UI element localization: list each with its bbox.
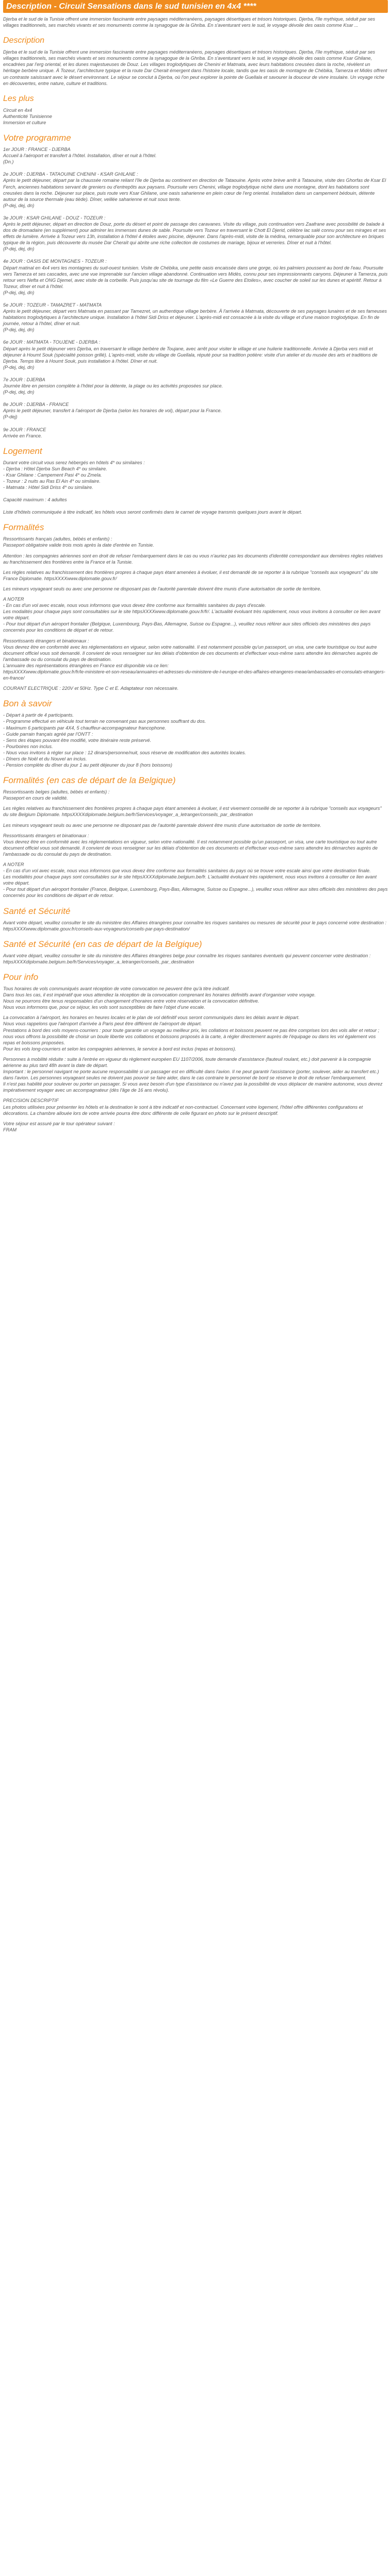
day-title: 7e JOUR : DJERBA	[3, 377, 45, 382]
formalites-be-paragraph: Ressortissants étrangers et binationaux : Vous devrez être en conformité avec les réglementations en vigueur, selon votre nationalité. Il est notamment possible qu'un passeport, un visa, une carte touristique ou tout autre document officiel vous soit demandé. Il convient de vous renseigner sur les délais d'obtention de ces documents et d'effectuer vous-même sans attendre les démarches auprès de l'ambassade ou du consulat du pays de destination.	[3, 833, 378, 857]
day-text: Après le petit déjeuner, départ vers Matmata en passant par Tamezret, un authentique village berbère. À l'arrivée à Matmata, découverte de ses paysages lunaires et de ses fameuses habitations troglodytiques à l'architecture unique. Installation à l'hôtel Sidi Driss et déjeuner. L'après-midi est consacrée à la visite du village et d'une maison troglodytique. En fin de journée, retour à l'hôtel, dîner et nuit.	[3, 309, 387, 327]
logement-line: Durant votre circuit vous serez hébergés en hôtels 4* ou similaires :	[3, 460, 145, 465]
bon-savoir-line: - Programme effectué en véhicule tout terrain ne convenant pas aux personnes souffrant du dos.	[3, 719, 206, 724]
formalites-paragraph: Ressortissants étrangers et binationaux : Vous devrez être en conformité avec les réglementations en vigueur, selon votre nationalité. Il est notamment possible qu'un passeport, un visa, une carte touristique ou tout autre document officiel vous soit demandé. Il convient de vous renseigner sur les délais d'obtention de ces documents et d'effectuer vous-même sans attendre les démarches auprès de l'ambassade ou du consulat du pays de destination. L'annuaire des représentations étrangères en France est disponible via ce lien: httpsXXXXwww.diplomatie.gouv.fr/fr/le-ministere-et-son-reseau/annuaires-et-adresses-du-ministere-de-l-europe-et-des-affaires-etrangeres-meae/ambassades-et-consulats-etrangers-en-france/	[3, 638, 385, 681]
day-meals: (P-dej, dej, dn)	[3, 327, 35, 333]
bon-savoir-line: - Dîners de Noël et du Nouvel an inclus.	[3, 756, 87, 761]
footer-operator-line: Votre séjour est assuré par le tour opérateur suivant :	[3, 1121, 115, 1126]
bon-savoir-line: - Guide parrain français agréé par l'ONTT :	[3, 731, 93, 737]
day-block	[3, 427, 388, 439]
precision-heading: PRECISION DESCRIPTIF	[3, 1098, 59, 1104]
plus-list	[3, 107, 388, 126]
logement-line: - Ksar Ghilane : Campement Pasi 4* ou Zmela.	[3, 472, 102, 478]
formalites-be-heading: Formalités (en cas de départ de la Belgique)	[3, 775, 176, 786]
bon-savoir-line: - Nous vous invitons à régler sur place : 12 dinars/personne/nuit, sous réserve de modification des autorités locales.	[3, 750, 246, 755]
day-title: 5e JOUR : TOZEUR - TAMAZRET - MATMATA	[3, 302, 102, 308]
plus-item: Authenticité Tunisienne	[3, 113, 52, 119]
day-block	[3, 215, 388, 252]
formalites-paragraph: Les règles relatives au franchissement des frontières propres à chaque pays étant amenées à évoluer, il est demandé de se reporter à la rubrique "conseils aux voyageurs" du site France Diplomatie. httpsXXXXwww.diplomatie.gouv.fr/	[3, 569, 378, 581]
formalites-be-paragraph: Les mineurs voyageant seuls ou avec une personne ne disposant pas de l'autorité parentale doivent être munis d'une autorisation de sortie de territoire.	[3, 822, 321, 828]
day-block	[3, 302, 388, 333]
day-meals: (P-dej)	[3, 414, 18, 420]
logement-heading: Logement	[3, 446, 42, 456]
day-meals: (Dn.)	[3, 159, 14, 165]
formalites-be-paragraph: A NOTER - En cas d'un vol avec escale, nous vous informons que vous devez être conforme aux formalités sanitaires du pays où se trouve votre escale ainsi que votre destination finale. Les modalités pour chaque pays sont consultables sur le site httpsXXXXdiplomatie.belgium.be/fr. L'actualité évoluant très rapidement, nous vous invitons à consulter ce lien avant votre départ. - Pour tout départ d'un aéroport frontalier (France, Belgique, Luxembourg, Pays-Bas, Allemagne, Suisse ou Espagne...), veuillez vous référer aux sites officiels des ministères des pays concernés pour les conditions de départ et de retour.	[3, 862, 388, 899]
day-meals: (P-dej, dej, dn)	[3, 202, 35, 208]
formalites-be-paragraph: Ressortissants belges (adultes, bébés et enfants) : Passeport en cours de validité.	[3, 789, 110, 801]
day-text: Journée libre en pension complète à l'hôtel pour la détente, la plage ou les activités proposées sur place.	[3, 383, 223, 389]
sante-text: Avant votre départ, veuillez consulter le site du ministère des Affaires étrangères pour connaître les risques sanitaires ou mesures de sécurité pour le pays concerné votre destination : httpsXXXXwww.diplomatie.gouv.fr/conseils-aux-voyageurs/conseils-par-pays-destination/	[3, 920, 387, 931]
logement-line: - Matmata : Hôtel Sidi Driss 4* ou similaire.	[3, 485, 93, 490]
logement-line: - Tozeur : 2 nuits au Ras El Ain 4* ou similaire.	[3, 478, 101, 484]
formalites-paragraph: Ressortissants français (adultes, bébés et enfants) : Passeport obligatoire valide trois mois après la date d'entrée en Tunisie.	[3, 536, 154, 548]
logement-line: - Djerba : Hôtel Djerba Sun Beach 4* ou similaire.	[3, 466, 107, 471]
bon-savoir-line: - Maximum 6 participants par 4X4, 5 chauffeur-accompagnateur francophone.	[3, 725, 166, 731]
day-text: Accueil à l'aéroport et transfert à l'hôtel. Installation, dîner et nuit à l'hôtel.	[3, 153, 157, 159]
description-text: Djerba et le sud de la Tunisie offrent une immersion fascinante entre paysages méditerranéens, paysages désertiques et trésors historiques. Djerba, l'île mythique, séduit par ses villages traditionnels, ses marchés vivants et ses monuments comme la synagogue de la Ghriba. En s'aventurant vers le sud, le voyage dévoile des oasis comme Ksar Ghilane, encadrées par l'erg oriental, et les dunes majestueuses de Douz. Les villages troglodytiques de Chenini et Matmata, avec leurs habitations creusées dans la roche, révèlent un héritage berbère unique. À Tozeur, l'architecture typique et la route Dar Cherait émergent dans l'histoire locale, tandis que les oasis de montagne de Chébika, Tamerza et Midès offrent un contraste saisissant avec le désert environnant. Le séjour se conclut à Djerba, où l'on peut explorer la pointe de Guellala et savourer la douceur de vivre insulaire. Un voyage riche en découvertes, entre nature, culture et traditions.	[3, 49, 387, 86]
bon-savoir-line: - Départ à partir de 4 participants.	[3, 713, 74, 718]
page	[0, 0, 391, 1138]
plus-item: Circuit en 4x4	[3, 107, 32, 113]
formalites-heading: Formalités	[3, 522, 44, 533]
formalites-be-paragraph: Les règles relatives au franchissement des frontières propres à chaque pays étant amenées à évoluer, il est vivement conseillé de se reporter à la rubrique "conseils aux voyageurs" du site Belgium Diplomatie. httpsXXXXdiplomatie.belgium.be/fr/Services/voyager_a_letranger/conseils_par_destination	[3, 806, 382, 818]
day-title: 2e JOUR : DJERBA - TATAOUINE CHENINI - KSAR GHILANE :	[3, 172, 138, 177]
sante-be-heading: Santé et Sécurité (en cas de départ de la Belgique)	[3, 939, 202, 949]
day-block	[3, 377, 388, 395]
day-meals: (P-dej, dej, dn)	[3, 290, 35, 295]
footer-operator-name: FRAM	[3, 1127, 17, 1132]
sante-be-text: Avant votre départ, veuillez consulter le site du ministère des Affaires étrangères belge pour connaître les risques sanitaires éventuels qui peuvent concerner votre destination : httpsXXXXdiplomatie.belgium.be/fr/Services/voyager_a_letranger/conseils_par_destination	[3, 953, 371, 964]
intro-text: Djerba et le sud de la Tunisie offrent une immersion fascinante entre paysages méditerranéens, paysages désertiques et trésors historiques. Djerba, l'île mythique, séduit par ses villages traditionnels, ses marchés vivants et ses monuments comme la synagogue de la Ghriba. En s'aventurant vers le sud, le voyage dévoile des oasis comme Ksar ...	[3, 16, 376, 28]
bon-savoir-heading: Bon à savoir	[3, 699, 52, 709]
programme-days	[3, 146, 388, 439]
day-title: 9e JOUR : FRANCE	[3, 427, 46, 432]
day-text: Après le petit déjeuner, départ par la chaussée romaine reliant l'île de Djerba au continent en direction de Tataouine. Après votre brève arrêt à Tataouine, visite des Ghorfas de Ksar El Ferch, anciennes habitations servant de greniers ou d'entrepôts aux paysans. Poursuite vers Chenini, village troglodytique niché dans une montagne, dont les habitations sont creusées dans la roche. Déjeuner sur place, puis route vers Ksar Ghilane, une oasis saharienne en plein cœur de l'erg oriental. Installation dans un campement bédouin, détente autour de la source thermale (eau tiède). Dîner, veillée saharienne et nuit sous tente.	[3, 178, 386, 202]
day-title: 4e JOUR : OASIS DE MONTAGNES - TOZEUR :	[3, 259, 107, 264]
day-text: Après le petit déjeuner, transfert à l'aéroport de Djerba (selon les horaires de vol), départ pour la France.	[3, 408, 222, 414]
bon-savoir-line: - Pension complète du dîner du jour 1 au petit déjeuner du jour 8 (hors boissons)	[3, 762, 172, 768]
formalites-paragraph: Attention : les compagnies aériennes sont en droit de refuser l'embarquement dans le cas ou vous n'auriez pas les documents d'identité correspondant aux dernières règles relatives au franchissement des frontières entre la France et la Tunisie.	[3, 553, 383, 565]
logement-list	[3, 460, 388, 490]
description-heading: Description	[3, 36, 45, 45]
day-block	[3, 401, 388, 420]
day-block	[3, 146, 388, 165]
pour-info-paragraph: Tous horaires de vols communiqués avant réception de votre convocation ne peuvent être qu'à titre indicatif. Dans tous les cas, il est impératif que vous attendiez la réception de la convocation comprenant les horaires définitifs avant d'organiser votre voyage. Nous ne pourrons être tenus responsables d'un changement d'horaires entre votre réservation et la convocation définitive. Nous vous informons que, pour ce séjour, les vols sont susceptibles de faire l'objet d'une escale.	[3, 986, 316, 1010]
pour-info-paragraph: La convocation à l'aéroport, les horaires en heures locales et le plan de vol définitif vous seront communiqués dans les délais avant le départ. Nous vous rappelons que l'aéroport d'arrivée à Paris peut être différent de l'aéroport de départ. Prestations à bord des vols moyens-courriers : pour toute garantie un voyage au meilleur prix, les collations et boissons peuvent ne pas être comprises lors des vols aller et retour ; nous vous offrons la possibilité de choisir un boule libertie vos collations et boissons proposés à la carte, à régler directement auprès de l'équipage ou dans les vol également vos repas et boissons proposées. Pour les vols long-courriers et selon les compagnies aériennes, le service à bord est inclus (repas et boissons).	[3, 1015, 380, 1052]
formalites-paragraph: COURANT ELECTRIQUE : 220V et 50Hz. Type C et E. Adaptateur non nécessaire.	[3, 686, 179, 691]
sante-heading: Santé et Sécurité	[3, 906, 71, 916]
day-meals: (P-dej, dej, dn)	[3, 246, 35, 252]
plus-heading: Les plus	[3, 94, 34, 103]
bon-savoir-line: - Pourboires non inclus.	[3, 743, 53, 749]
day-title: 3e JOUR : KSAR GHILANE - DOUZ - TOZEUR :	[3, 215, 106, 221]
day-title: 1er JOUR : FRANCE - DJERBA	[3, 147, 71, 152]
day-title: 8e JOUR : DJERBA - FRANCE	[3, 402, 69, 408]
precision-text: Les photos utilisées pour présenter les hôtels et la destination le sont à titre indicatif et non-contractuel. Concernant votre logement, l'hôtel offre différentes configurations et décorations. La chambre allouée lors de votre arrivée pourra être donc différente de celle figurant en photo sur le présent descriptif.	[3, 1104, 363, 1116]
day-text: Départ après le petit déjeuner vers Djerba, en traversant le village berbère de Toujane, avec arrêt pour visiter le village et une huilerie traditionnelle. Arrivée à Djerba vers midi et déjeuner à Houmt Souk (spécialité poisson grillé). L'après-midi, visite du village de Guellala, réputé pour sa tradition potière: visite d'un atelier et du musée des arts et traditions de Djerba. Temps libre à Houmt Souk, puis installation à l'hôtel. Dîner et nuit.	[3, 346, 378, 364]
day-block	[3, 258, 388, 296]
day-block	[3, 339, 388, 370]
pour-info-heading: Pour info	[3, 972, 39, 982]
day-text: Départ matinal en 4x4 vers les montagnes du sud-ouest tunisien. Visite de Chébika, une petite oasis encaissée dans une gorge, où les palmiers poussent au bord de l'eau. Poursuite vers Tamerza et ses cascades, avec une vue imprenable sur l'ancien village abandonné. Continuation vers Midès, connu pour ses impressionnants canyons. Déjeuner à Tamerza, puis retour vers Nefta et ONG Djemel, avec visite de la corbeille. Puis jusqu'au site de tournage du film «Le Guerre des Etoiles», avec coucher de soleil sur les dunes et apéritif. Retour à Tozeur, dîner et nuit à l'hôtel.	[3, 265, 388, 289]
programme-heading: Votre programme	[3, 133, 71, 143]
pour-info-paragraph: Personnes à mobilité réduite : suite à l'entrée en vigueur du règlement européen EU 1107/2006, toute demande d'assistance (fauteuil roulant, etc.) doit parvenir à la compagnie aérienne au plus tard 48h avant la date de départ. Important : le personnel navigant ne porte aucune responsabilité si un passager est en difficulté dans l'avion. Il ne peut garantir l'assistance (porter, soulever, aider au transfert etc.) dans l'avion. Les personnes voyageant seules ne doivent pas pouvoir se faire aider, dans le cas contraire le personnel de bord se réserve le droit de refuser l'embarquement. Il n'est pas habilité pour soulever ou porter un passager. Si vous avez besoin d'un type d'assistance ou n'avez pas la possibilité de vous déplacer de manière autonome, vous devrez impérativement voyager avec un accompagnateur (dès l'âge de 16 ans révolu).	[3, 1056, 383, 1093]
formalites-paragraph: Les mineurs voyageant seuls ou avec une personne ne disposant pas de l'autorité parentale doivent être munis d'une autorisation de sortie de territoire.	[3, 586, 321, 591]
day-meals: (P-dej, dej, dn)	[3, 364, 35, 370]
day-text: Après le petit déjeuner, départ en direction de Douz, porte du désert et point de passage des caravanes. Visite du village, puis continuation vers Zaafrane avec possibilité de balade à dos de dromadaire (en supplément) pour admirer les immenses dunes de sable. Poursuite vers Tozeur en traversant le Chott El Djerid, célèbre lac salé connu pour ses mirages et ses effets de lumière. Arrivée à Tozeur vers 13h, installation à l'hôtel 4 étoiles avec piscine, déjeuner. Dans l'après-midi, visite de la médina, remarquable pour son architecture en briques typique de la région, puis découverte du musée Dar Cheraït qui abrite une riche collection de costumes de mariage, bijoux et verreries. Dîner et nuit à l'hôtel.	[3, 221, 386, 246]
bon-savoir-list	[3, 712, 388, 768]
day-meals: (P-dej, dej, dn)	[3, 389, 35, 395]
day-block	[3, 171, 388, 209]
day-text: Arrivée en France.	[3, 433, 42, 438]
bon-savoir-line: - Sens des étapes pouvant être modifié, votre itinéraire reste préservé.	[3, 737, 152, 743]
logement-capacity: Capacité maximum : 4 adultes	[3, 497, 67, 503]
plus-item: Immersion et culture	[3, 120, 46, 125]
logement-note: Liste d'hôtels communiquée à titre indicatif, les hôtels vous seront confirmés dans le carnet de voyage transmis quelques jours avant le départ.	[3, 510, 302, 515]
day-title: 6e JOUR : MATMATA - TOUJENE - DJERBA :	[3, 340, 101, 345]
formalites-paragraph: A NOTER - En cas d'un vol avec escale, nous vous informons que vous devez être conforme aux formalités sanitaires du pays d'escale. Les modalités pour chaque pays sont consultables sur le site httpsXXXXwww.diplomatie.gouv.fr/fr/. L'actualité évoluant très rapidement, nous vous invitons à consulter ce lien avant votre départ. - Pour tout départ d'un aéroport frontalier (Belgique, Luxembourg, Pays-Bas, Allemagne, Suisse ou Espagne...), veuillez nous référer aux sites officiels des ministères des pays concernés pour les conditions de départ et de retour.	[3, 597, 381, 633]
page-title: Description - Circuit Sensations dans le sud tunisien en 4x4 ****	[3, 0, 388, 13]
